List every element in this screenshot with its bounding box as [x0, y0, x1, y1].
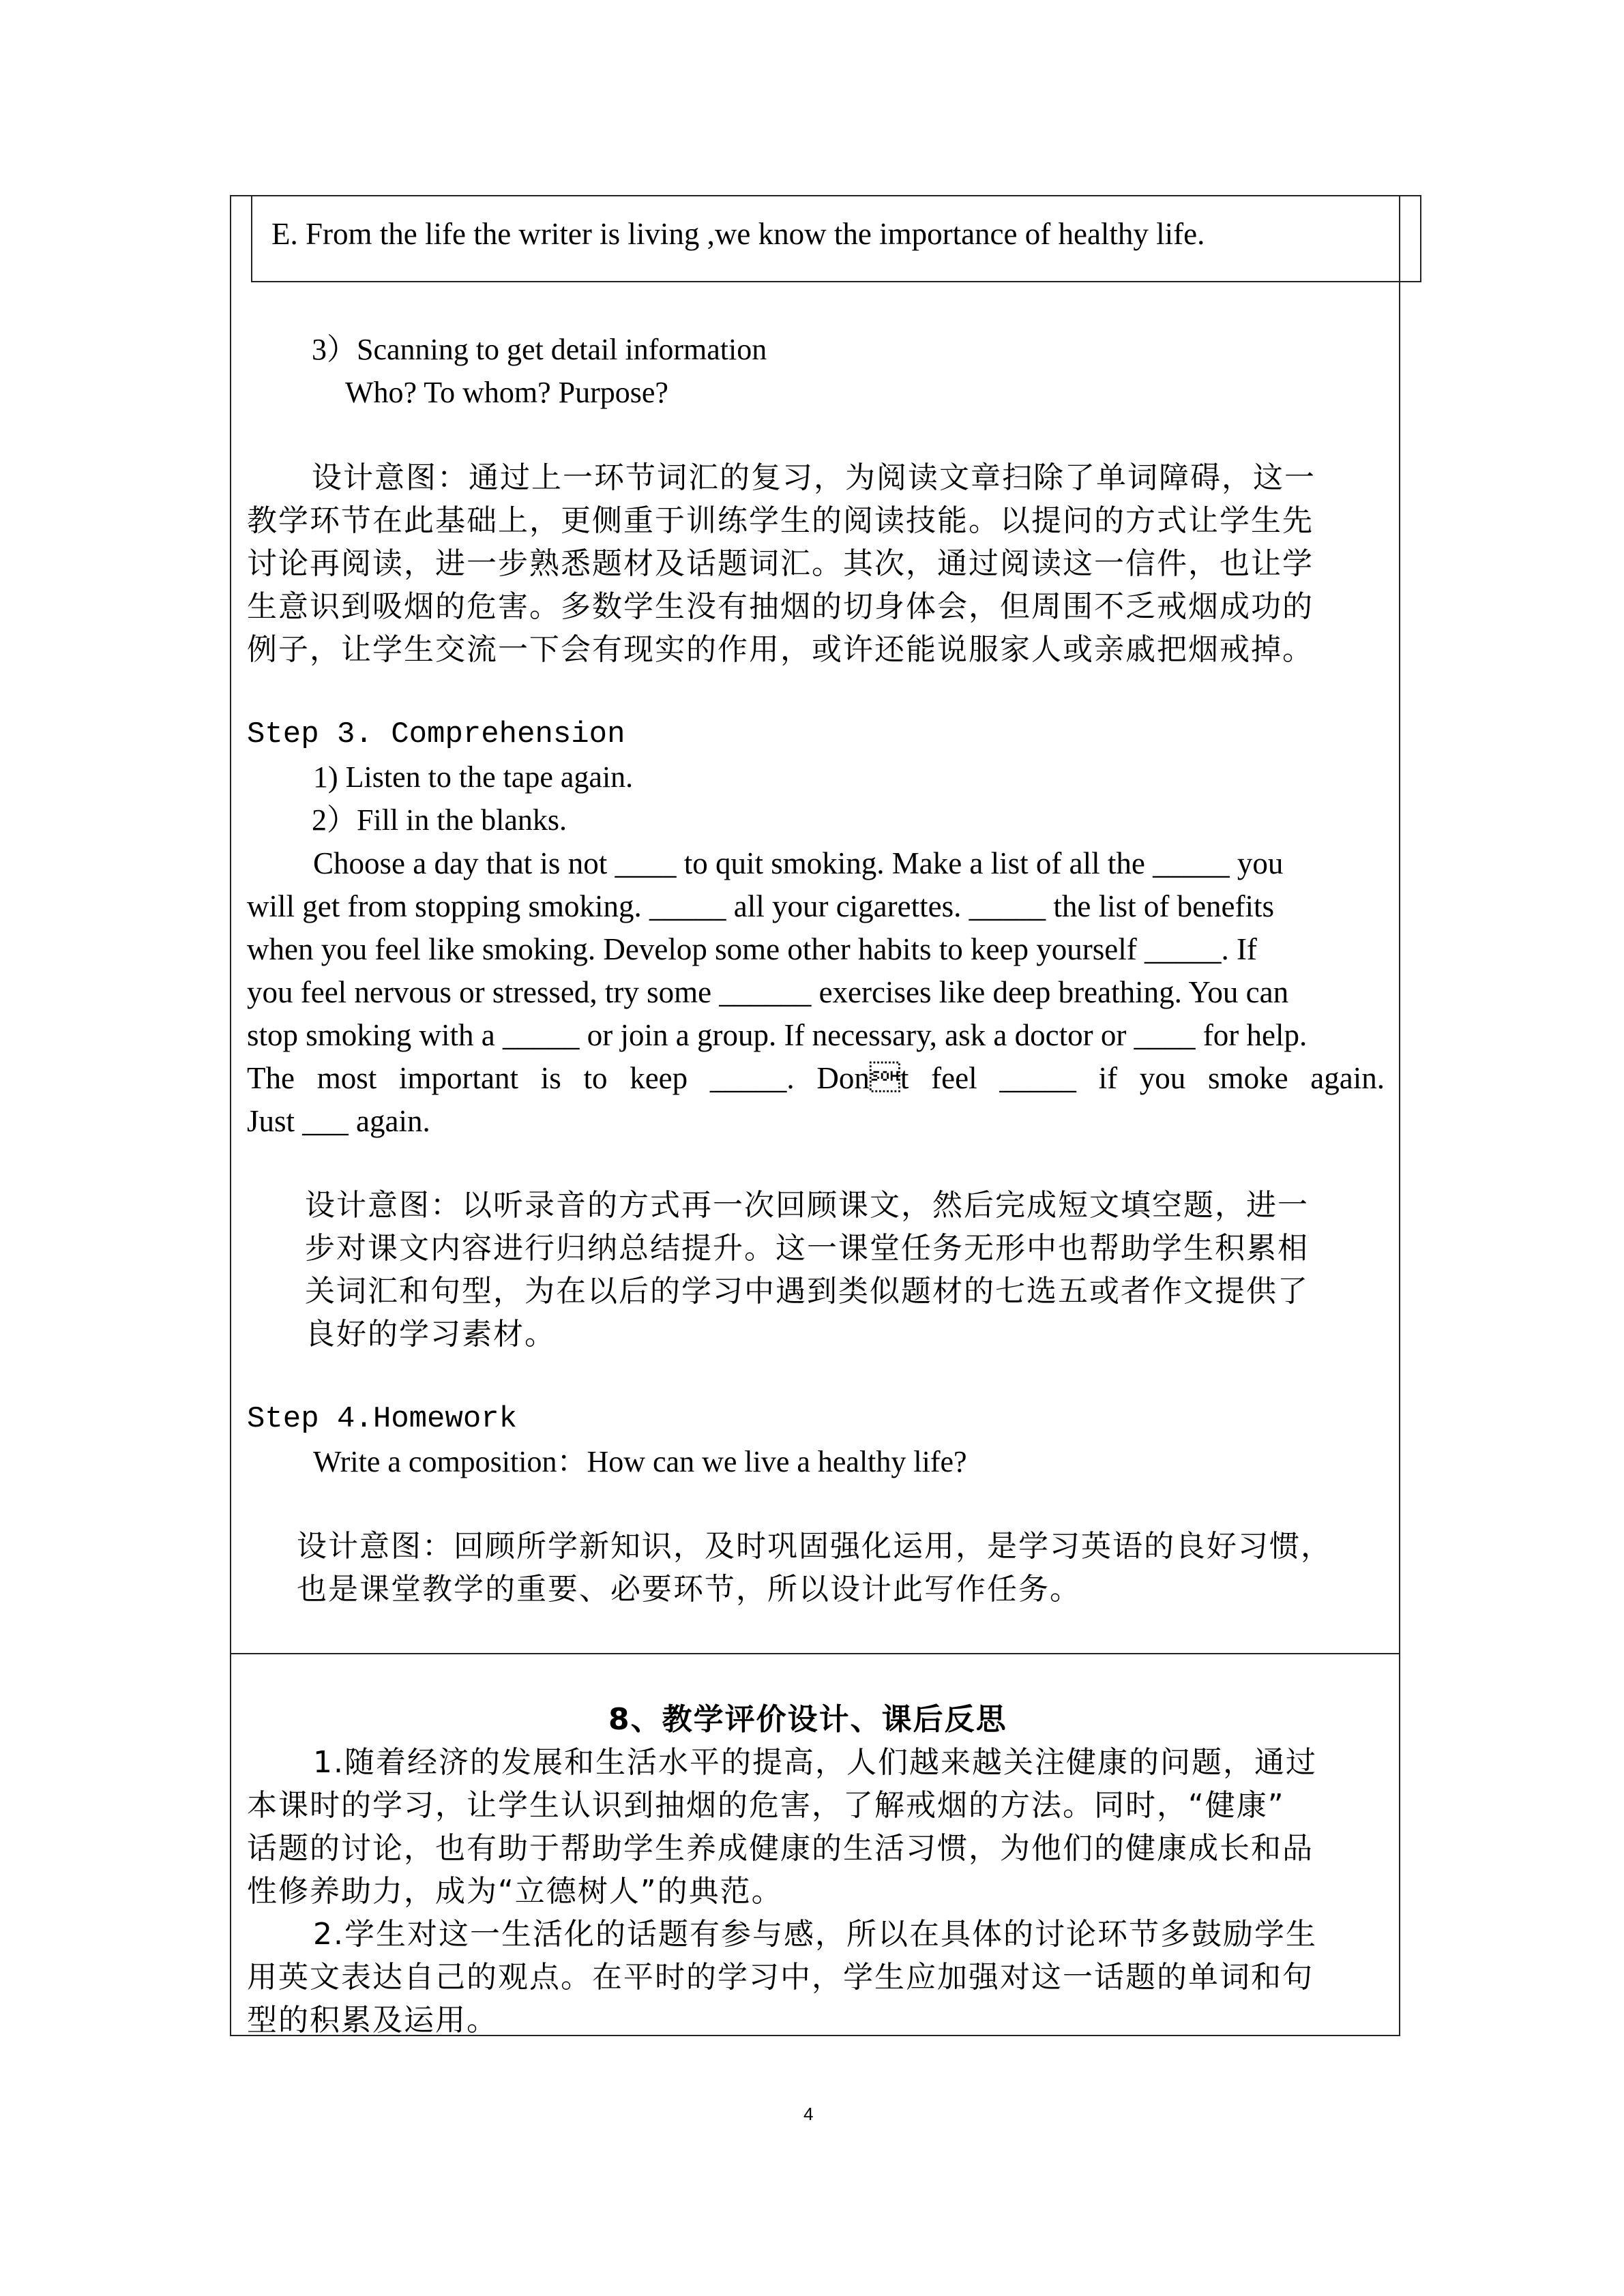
reflection-1-line: 1.随着经济的发展和生活水平的提高，人们越来越关注健康的问题，通过 — [313, 1745, 1317, 1780]
design-intent-3-line: 设计意图：回顾所学新知识，及时巩固强化运用，是学习英语的良好习惯， — [297, 1529, 1332, 1564]
step3-item-fill: 2）Fill in the blanks. — [312, 803, 567, 837]
reflection-1-line: 性修养助力，成为“立德树人”的典范。 — [247, 1874, 783, 1909]
reflection-1-line: 话题的讨论，也有助于帮助学生养成健康的生活习惯，为他们的健康成长和品 — [247, 1831, 1314, 1866]
scanning-title: 3）Scanning to get detail information — [312, 333, 767, 366]
fill-blank-line: will get from stopping smoking. _____ all your cigarettes. _____ the list of benefits — [247, 889, 1275, 923]
option-e-text: E. From the life the writer is living ,we know the importance of healthy life. — [271, 217, 1205, 251]
step3-item-listen: 1) Listen to the tape again. — [313, 760, 634, 794]
fill-blank-first-line: Choose a day that is not ____ to quit smoking. Make a list of all the _____ you — [313, 846, 1284, 880]
reflection-2-line: 型的积累及运用。 — [247, 2003, 498, 2038]
design-intent-1-line: 例子，让学生交流一下会有现实的作用，或许还能说服家人或亲戚把烟戒掉。 — [247, 632, 1314, 667]
step3-title: Step 3. Comprehension — [247, 717, 625, 751]
fill-blank-last-line: Just ___ again. — [247, 1104, 430, 1138]
step4-task: Write a composition：How can we live a healthy life? — [313, 1445, 967, 1478]
design-intent-2-line: 关词汇和句型，为在以后的学习中遇到类似题材的七选五或者作文提供了 — [305, 1274, 1309, 1309]
reflection-2-line: 2.学生对这一生活化的话题有参与感，所以在具体的讨论环节多鼓励学生 — [313, 1917, 1317, 1952]
scanning-questions: Who? To whom? Purpose? — [345, 376, 668, 409]
design-intent-1-line: 教学环节在此基础上，更侧重于训练学生的阅读技能。以提问的方式让学生先 — [247, 503, 1314, 538]
fill-blank-line: stop smoking with a _____ or join a group. If necessary, ask a doctor or ____ for help. — [247, 1018, 1308, 1052]
design-intent-3-line: 也是课堂教学的重要、必要环节，所以设计此写作任务。 — [297, 1572, 1081, 1607]
fill-blank-line: you feel nervous or stressed, try some ______ exercises like deep breathing. You can — [247, 975, 1289, 1009]
fill-blank-line: The most important is to keep _____. Dont feel _____ if you smoke again. — [247, 1061, 1385, 1095]
design-intent-1-line: 设计意图：通过上一环节词汇的复习，为阅读文章扫除了单词障碍，这一 — [312, 460, 1316, 495]
design-intent-2-line: 设计意图：以听录音的方式再一次回顾课文，然后完成短文填空题，进一 — [305, 1188, 1309, 1223]
step4-title: Step 4.Homework — [247, 1402, 518, 1436]
page-number: 4 — [803, 2104, 814, 2124]
fill-blank-line: when you feel like smoking. Develop some other habits to keep yourself _____. If — [247, 932, 1257, 966]
section-title: 8、教学评价设计、课后反思 — [608, 1702, 1007, 1737]
table-row-divider — [230, 1653, 1400, 1654]
design-intent-2-line: 步对课文内容进行归纳总结提升。这一课堂任务无形中也帮助学生积累相 — [305, 1231, 1309, 1266]
design-intent-1-line: 讨论再阅读，进一步熟悉题材及话题词汇。其次，通过阅读这一信件，也让学 — [247, 546, 1314, 581]
reflection-2-line: 用英文表达自己的观点。在平时的学习中，学生应加强对这一话题的单词和句 — [247, 1960, 1314, 1995]
design-intent-2-line: 良好的学习素材。 — [305, 1317, 556, 1352]
design-intent-1-line: 生意识到吸烟的危害。多数学生没有抽烟的切身体会，但周围不乏戒烟成功的 — [247, 589, 1314, 624]
reflection-1-line: 本课时的学习，让学生认识到抽烟的危害，了解戒烟的方法。同时，“健康” — [247, 1788, 1285, 1823]
